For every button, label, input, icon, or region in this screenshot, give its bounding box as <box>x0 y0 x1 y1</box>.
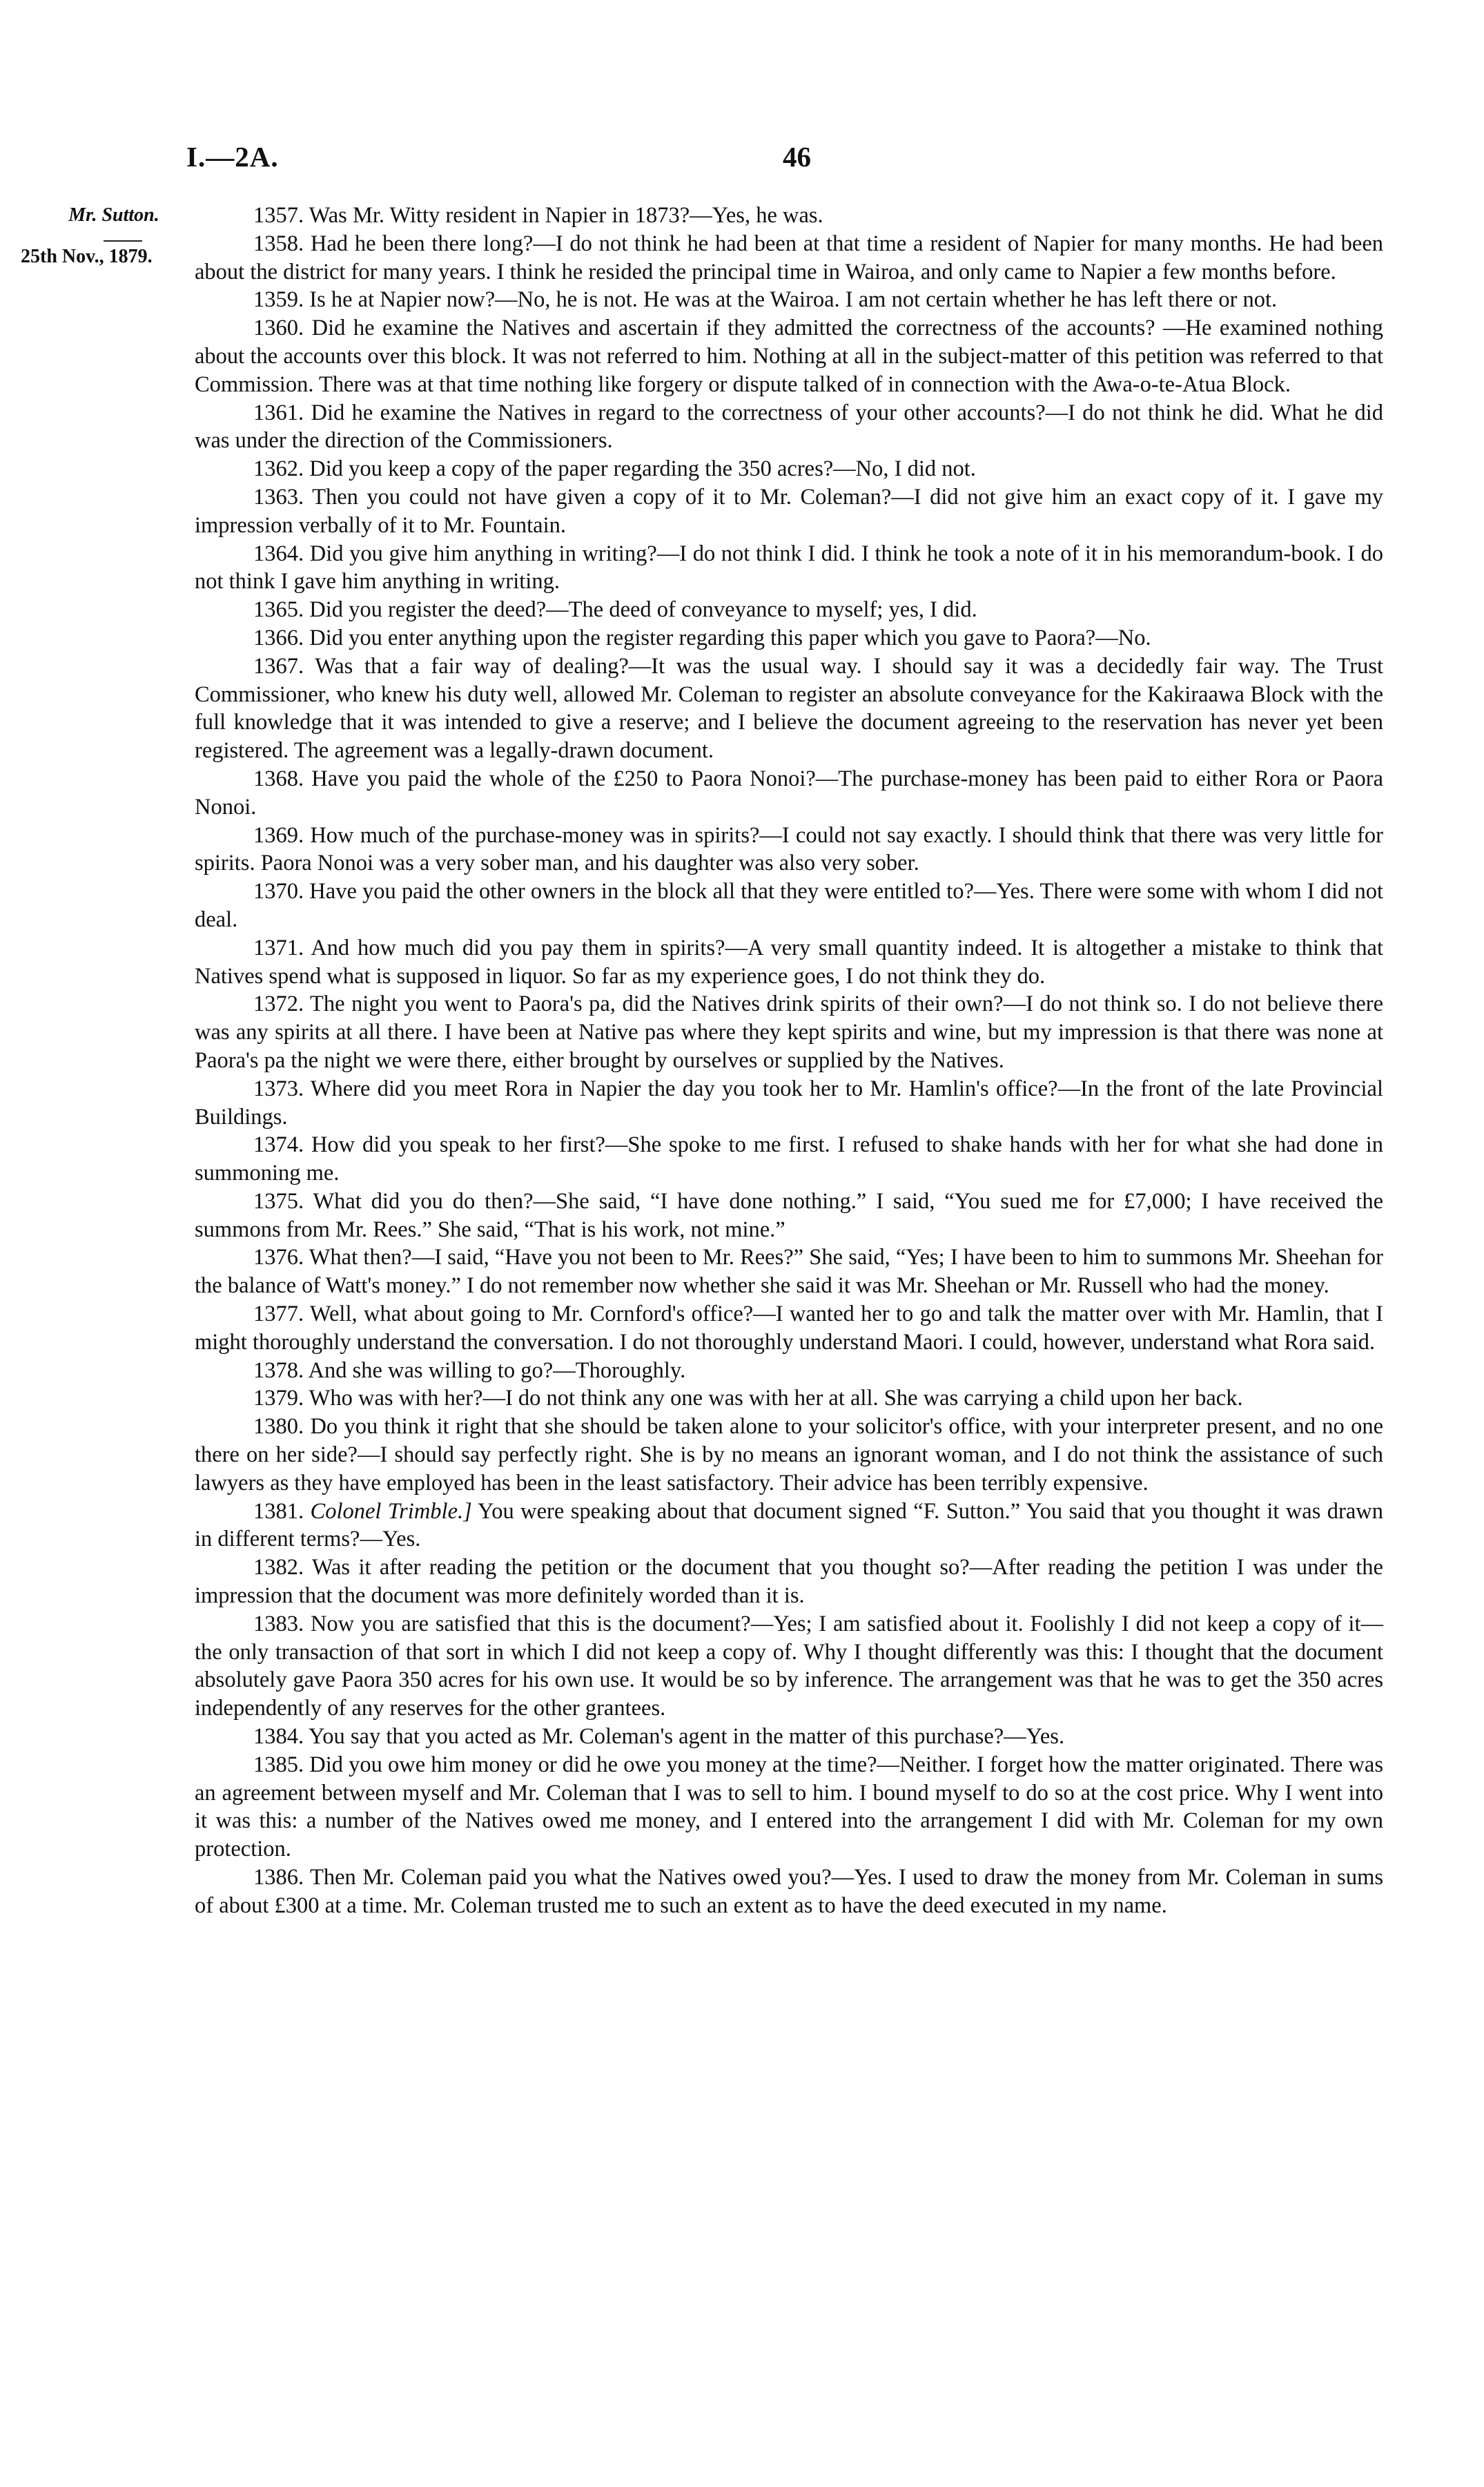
question-text: Did he examine the Natives in regard to the correctness of your other accounts?—I do not think he did. What he did was under the direction of the Commissioners. <box>195 400 1383 454</box>
question-paragraph <box>195 765 1383 822</box>
question-number: 1358. <box>253 231 304 256</box>
question-number: 1384. <box>253 1724 304 1750</box>
question-number: 1374. <box>253 1132 304 1158</box>
testimony-body <box>195 202 1383 1920</box>
series-code: I.—2A. <box>186 141 279 173</box>
question-text: Do you think it right that she should be taken alone to your solicitor's office, with your interpreter present, and no one there on her side?—I should say perfectly right. She is by no means an ignorant woman, and I do not think the assistance of such lawyers as they have employed has been in the least satisfactory. Their advice has been terribly expensive. <box>195 1414 1383 1496</box>
question-text: Where did you meet Rora in Napier the day you took her to Mr. Hamlin's office?—In the front of the late Provincial Buildings. <box>195 1076 1383 1130</box>
question-text: Then you could not have given a copy of it to Mr. Coleman?—I did not give him an exact copy of it. I gave my impression verbally of it to Mr. Fountain. <box>195 484 1383 538</box>
question-text: What did you do then?—She said, “I have done nothing.” I said, “You sued me for £7,000; I have received the summons from Mr. Rees.” She said, “That is his work, not mine.” <box>195 1188 1383 1242</box>
question-number: 1359. <box>253 287 304 313</box>
question-text: Did you owe him money or did he owe you money at the time?—Neither. I forget how the matter originated. There was an agreement between myself and Mr. Coleman that I was to sell to him. I bound myself to do so at the cost price. Why I went into it was this: a number of the Natives owed me money, and I entered into the arrangement I did with Mr. Coleman for my own protection. <box>195 1752 1384 1862</box>
question-number: 1360. <box>253 316 304 341</box>
question-paragraph <box>195 1357 1383 1385</box>
question-text: Have you paid the other owners in the block all that they were entitled to?—Yes. There were some with whom I did not deal. <box>195 879 1384 932</box>
question-text: Was that a fair way of dealing?—It was the usual way. I should say it was a decidedly fair way. The Trust Commissioner, who knew his duty well, allowed Mr. Coleman to register an absolute conveyance for the Kakiraawa Block with the full knowledge that it was intended to give a reserve; and I believe the document agreeing to the reservation has never yet been registered. The agreement was a legally-drawn document. <box>195 653 1383 764</box>
question-text: How did you speak to her first?—She spoke to me first. I refused to shake hands with her for what she had done in summoning me. <box>195 1132 1383 1186</box>
question-number: 1361. <box>253 400 304 425</box>
page-header <box>186 140 1387 175</box>
question-paragraph <box>195 1751 1383 1864</box>
question-number: 1376. <box>253 1245 304 1270</box>
question-number: 1375. <box>253 1188 304 1214</box>
question-paragraph <box>195 1610 1383 1723</box>
question-paragraph <box>195 990 1383 1074</box>
question-number: 1385. <box>253 1752 304 1777</box>
question-number: 1386. <box>253 1865 304 1890</box>
question-text: How much of the purchase-money was in spirits?—I could not say exactly. I should think that there was very little for spirits. Paora Nonoi was a very sober man, and his daughter was also very sober. <box>195 822 1383 876</box>
question-text: Did you give him anything in writing?—I do not think I did. I think he took a note of it in his memorandum-book. I do not think I gave him anything in writing. <box>195 541 1384 594</box>
question-paragraph <box>195 540 1383 597</box>
question-paragraph <box>195 1554 1383 1610</box>
question-number: 1362. <box>253 456 304 482</box>
question-paragraph <box>195 1384 1383 1413</box>
page-number: 46 <box>783 141 811 173</box>
question-paragraph <box>195 1864 1383 1920</box>
question-number: 1383. <box>253 1611 304 1636</box>
question-paragraph <box>195 286 1383 314</box>
question-number: 1367. <box>253 653 304 679</box>
question-paragraph <box>195 1498 1383 1554</box>
question-number: 1372. <box>253 991 304 1017</box>
question-paragraph <box>195 624 1383 652</box>
question-text: What then?—I said, “Have you not been to Mr. Rees?” She said, “Yes; I have been to him to summons Mr. Sheehan for the balance of Watt's money.” I do not remember now whether she said it was Mr. Sheehan or Mr. Russell who had the money. <box>195 1245 1383 1299</box>
question-number: 1369. <box>253 822 304 848</box>
question-text: Was Mr. Witty resident in Napier in 1873?—Yes, he was. <box>309 203 823 228</box>
question-paragraph <box>195 1244 1383 1300</box>
question-paragraph <box>195 202 1383 230</box>
question-paragraph <box>195 934 1383 991</box>
question-number: 1373. <box>253 1076 304 1101</box>
question-paragraph <box>195 1131 1383 1188</box>
question-paragraph <box>195 399 1383 456</box>
question-text: Is he at Napier now?—No, he is not. He was at the Wairoa. I am not certain whether he has left there or not. <box>309 287 1278 313</box>
margin-note <box>21 202 193 271</box>
margin-divider <box>104 240 142 242</box>
question-text: Was it after reading the petition or the document that you thought so?—After reading the petition I was under the impression that the document was more definitely worded than it is. <box>195 1555 1383 1609</box>
question-number: 1364. <box>253 541 304 566</box>
question-number: 1380. <box>253 1414 304 1440</box>
question-paragraph <box>195 1723 1383 1751</box>
question-text: You were speaking about that document signed “F. Sutton.” You said that you thought it was drawn in different terms?—Yes. <box>195 1498 1383 1552</box>
question-paragraph <box>195 230 1383 287</box>
question-paragraph <box>195 455 1383 483</box>
question-text: Now you are satisfied that this is the document?—Yes; I am satisfied about it. Foolishly I did not keep a copy of it—the only transaction of that sort in which I did not keep a copy of. Why I thought differently was this: I thought that the document absolutely gave Paora 350 acres for his own use. It would be so by inference. The arrangement was that he was to get the 350 acres independently of any reserves for the other grantees. <box>195 1611 1383 1721</box>
question-number: 1357. <box>253 203 304 228</box>
speaker-name: Colonel Trimble.] <box>310 1498 472 1524</box>
question-paragraph <box>195 652 1383 765</box>
question-text: Well, what about going to Mr. Cornford's office?—I wanted her to go and talk the matter over with Mr. Hamlin, that I might thoroughly understand the conversation. I do not thoroughly understand Maori. I could, however, understand what Rora said. <box>195 1301 1383 1355</box>
question-paragraph <box>195 1075 1383 1132</box>
question-paragraph <box>195 483 1383 540</box>
question-number: 1382. <box>253 1555 304 1580</box>
question-number: 1365. <box>253 597 304 623</box>
question-paragraph <box>195 878 1383 934</box>
question-number: 1370. <box>253 879 304 904</box>
question-text: Did you enter anything upon the register regarding this paper which you gave to Paora?—No. <box>309 625 1151 650</box>
question-paragraph <box>195 596 1383 624</box>
witness-name: Mr. Sutton. <box>68 204 159 226</box>
question-text: Have you paid the whole of the £250 to Paora Nonoi?—The purchase-money has been paid to either Rora or Paora Nonoi. <box>195 766 1383 820</box>
question-paragraph <box>195 1300 1383 1357</box>
question-text: Then Mr. Coleman paid you what the Natives owed you?—Yes. I used to draw the money from Mr. Coleman in sums of about £300 at a time. Mr. Coleman trusted me to such an extent as to have the deed executed in my name. <box>195 1865 1384 1918</box>
question-number: 1363. <box>253 484 304 510</box>
hearing-date: 25th Nov., 1879. <box>21 246 153 267</box>
question-number: 1377. <box>253 1301 304 1327</box>
question-paragraph <box>195 1413 1383 1497</box>
question-text: And how much did you pay them in spirits?—A very small quantity indeed. It is altogether a mistake to think that Natives spend what is supposed in liquor. So far as my experience goes, I do not think they do. <box>195 935 1383 989</box>
question-text: Did you keep a copy of the paper regarding the 350 acres?—No, I did not. <box>309 456 976 482</box>
question-number: 1379. <box>253 1386 304 1411</box>
question-text: The night you went to Paora's pa, did the Natives drink spirits of their own?—I do not think so. I do not believe there was any spirits at all there. I have been at Native pas where they kept spirits and wine, but my impression is that there was none at Paora's pa the night we were there, either brought by ourselves or supplied by the Natives. <box>195 991 1383 1073</box>
question-text: You say that you acted as Mr. Coleman's agent in the matter of this purchase?—Yes. <box>309 1724 1065 1750</box>
question-text: Did you register the deed?—The deed of conveyance to myself; yes, I did. <box>309 597 977 623</box>
question-text: Had he been there long?—I do not think he had been at that time a resident of Napier for many months. He had been about the district for many years. I think he resided the principal time in Wairoa, and only came to Napier a few months before. <box>195 231 1384 284</box>
question-paragraph <box>195 1188 1383 1244</box>
question-number: 1368. <box>253 766 304 791</box>
question-text: And she was willing to go?—Thoroughly. <box>308 1357 686 1383</box>
question-number: 1366. <box>253 625 304 650</box>
question-number: 1378. <box>253 1357 304 1383</box>
question-text: Did he examine the Natives and ascertain if they admitted the correctness of the accounts? —He examined nothing about the accounts over this block. It was not referred to him. Nothing at all in the subject-matter of this petition was referred to that Commission. There was at that time nothing like forgery or dispute talked of in connection with the Awa-o-te-Atua Block. <box>195 316 1383 397</box>
question-number: 1381. <box>253 1498 304 1524</box>
question-paragraph <box>195 822 1383 878</box>
question-number: 1371. <box>253 935 304 960</box>
question-paragraph <box>195 314 1383 398</box>
question-text: Who was with her?—I do not think any one was with her at all. She was carrying a child upon her back. <box>309 1386 1243 1411</box>
